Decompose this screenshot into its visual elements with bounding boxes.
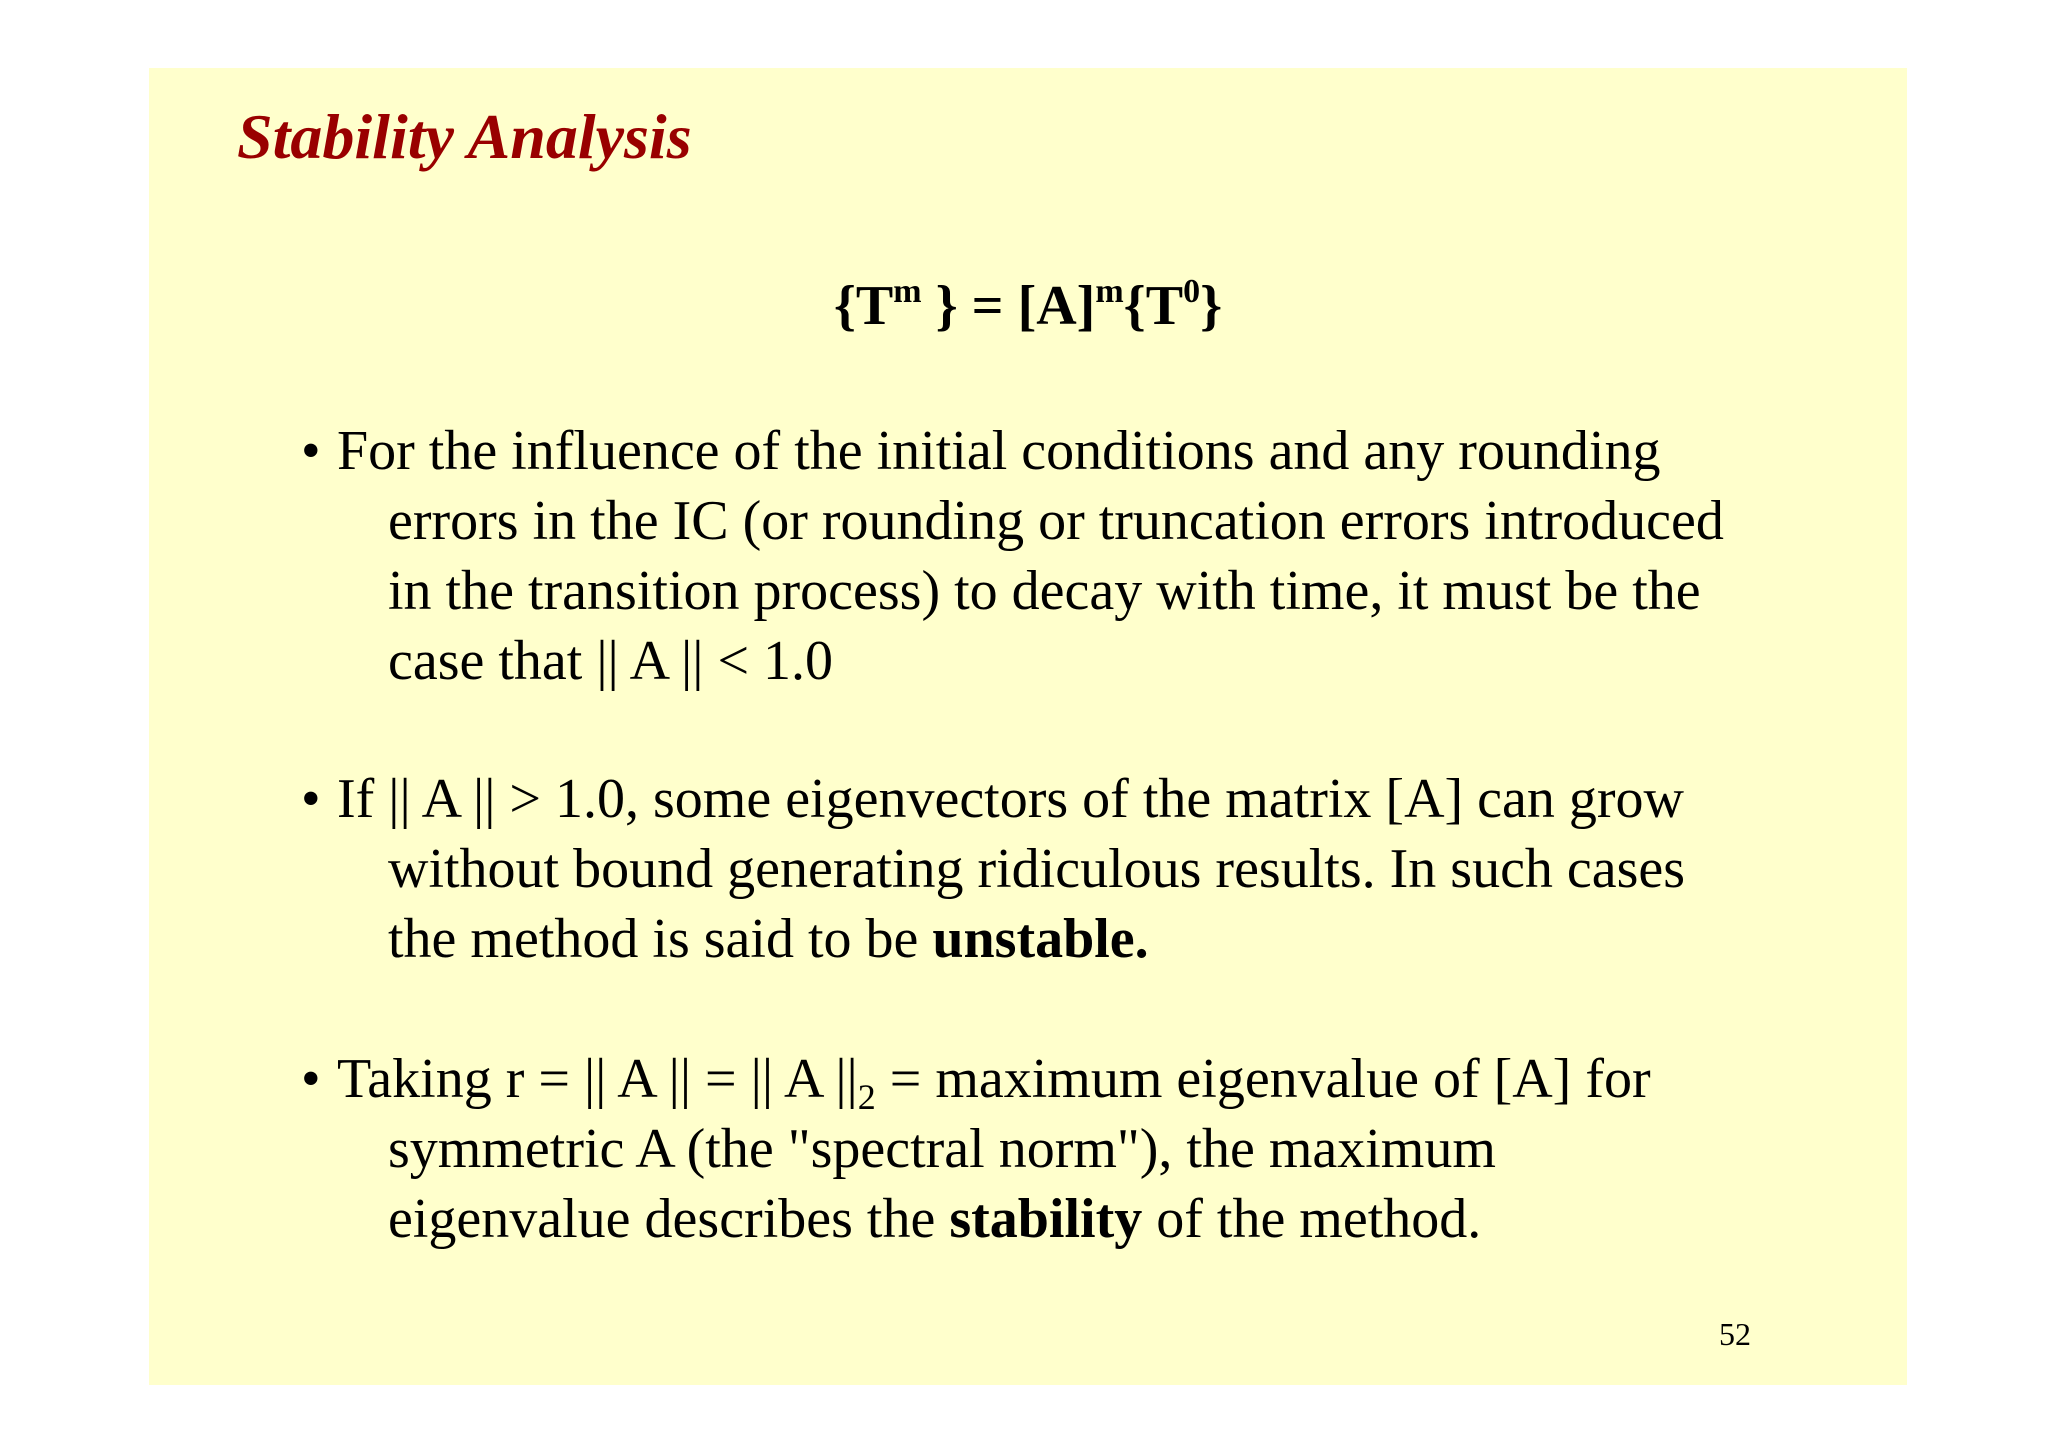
equation-superscript-0: 0	[1183, 273, 1201, 310]
bullet-1-line-3: in the transition process) to decay with time, it must be the	[388, 560, 1701, 622]
bullet-item-2	[301, 764, 1928, 974]
bullet-1-line-2: errors in the IC (or rounding or truncation errors introduced	[388, 490, 1724, 552]
subscript-2: 2	[857, 1077, 876, 1117]
bullet-3-line-1: • Taking r = || A || = || A $||_2$ = maximum eigenvalue of [A] for	[301, 1048, 1651, 1110]
bold-term-unstable: unstable.	[932, 908, 1149, 970]
equation-part-4: }	[1200, 275, 1223, 337]
bullet-2-line-3: the method is said to be unstable.	[388, 908, 1149, 970]
bullet-item-3	[301, 1044, 1928, 1254]
bullet-dot: •	[301, 420, 321, 482]
bullet-1-line-4: case that || A || < 1.0	[388, 630, 834, 692]
bullet-3-line-3: eigenvalue describes the stability of the method.	[388, 1188, 1482, 1250]
page-number: 52	[1719, 1316, 1751, 1352]
equation-superscript-m-2: m	[1095, 273, 1124, 310]
equation	[149, 273, 1907, 337]
bullet-dot: •	[301, 1048, 321, 1110]
equation-part-2: } = [A]	[921, 275, 1096, 337]
bullet-3-line-2: symmetric A (the "spectral norm"), the maximum	[388, 1118, 1496, 1180]
bullet-2-line-1: • If || A || > 1.0, some eigenvectors of the matrix [A] can grow	[301, 768, 1684, 830]
equation-part-3: {T	[1123, 275, 1184, 337]
bullet-2-line-2: without bound generating ridiculous results. In such cases	[388, 838, 1686, 900]
equation-part-1: {T	[833, 275, 894, 337]
slide-title: Stability Analysis	[237, 101, 692, 172]
bold-term-stability: stability	[949, 1188, 1143, 1250]
bullet-dot: •	[301, 768, 321, 830]
equation-superscript-m: m	[893, 273, 922, 310]
bullet-item-1	[301, 416, 1928, 696]
slide	[149, 68, 1907, 1385]
bullet-1-line-1: • For the influence of the initial conditions and any rounding	[301, 420, 1661, 482]
